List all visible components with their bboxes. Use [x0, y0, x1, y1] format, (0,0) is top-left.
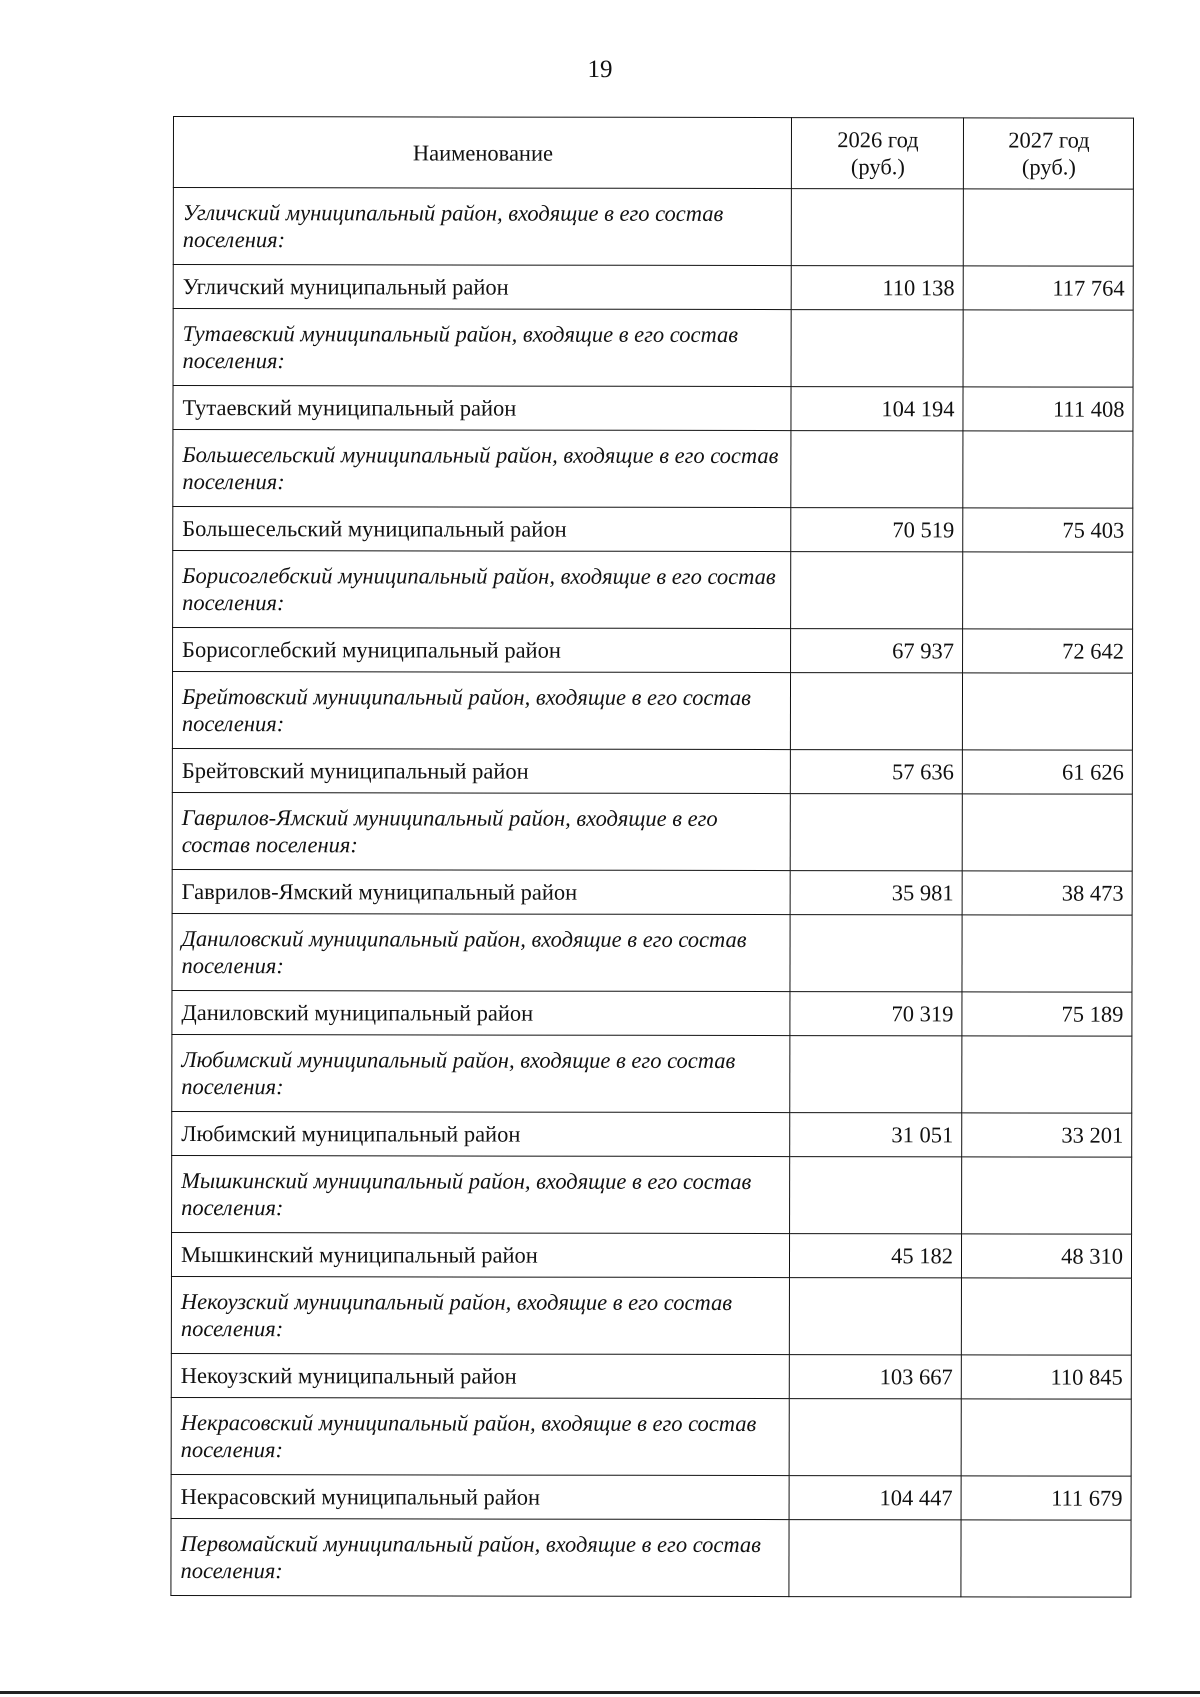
value-2026-cell: 70 519: [791, 508, 963, 552]
value-2027-cell: 110 845: [961, 1355, 1131, 1399]
value-2026-cell: 67 937: [791, 629, 963, 673]
value-2026-cell: 57 636: [790, 750, 962, 794]
group-row: [171, 1518, 1131, 1597]
scan-bottom-edge: [0, 1691, 1200, 1694]
empty-cell: [963, 431, 1133, 508]
header-year-2027: [963, 118, 1133, 189]
value-2027-cell: 61 626: [962, 750, 1132, 794]
value-2026-cell: 110 138: [791, 266, 963, 310]
group-name-cell: Любимский муниципальный район, входящие в его состав поселения:: [172, 1034, 790, 1112]
group-name-cell: Брейтовский муниципальный район, входящие в его состав поселения:: [172, 672, 790, 750]
table-row: [172, 990, 1132, 1036]
value-2026-cell: 104 447: [789, 1476, 961, 1520]
table-header: [173, 117, 1133, 190]
empty-cell: [790, 673, 962, 750]
group-row: [173, 188, 1133, 267]
empty-cell: [962, 1157, 1132, 1234]
value-2026-cell: 104 194: [791, 387, 963, 431]
empty-cell: [789, 1399, 961, 1476]
value-2027-cell: 111 408: [963, 387, 1133, 431]
empty-cell: [961, 1278, 1131, 1355]
empty-cell: [791, 310, 963, 387]
value-2026-cell: 35 981: [790, 871, 962, 915]
value-2027-cell: 48 310: [961, 1234, 1131, 1278]
table-row: [171, 1232, 1131, 1278]
group-row: [172, 792, 1132, 871]
district-name-cell: Тутаевский муниципальный район: [173, 386, 791, 431]
empty-cell: [961, 1520, 1131, 1597]
district-name-cell: Некрасовский муниципальный район: [171, 1474, 789, 1519]
empty-cell: [962, 673, 1132, 750]
value-2027-cell: 75 189: [962, 992, 1132, 1036]
value-2026-cell: 70 319: [790, 992, 962, 1036]
header-year-2027-label: 2027 год: [1008, 127, 1090, 153]
value-2027-cell: 75 403: [963, 508, 1133, 552]
empty-cell: [791, 189, 963, 266]
header-year-2026-label: 2026 год: [837, 127, 919, 153]
value-2027-cell: 33 201: [962, 1113, 1132, 1157]
empty-cell: [963, 189, 1133, 266]
group-name-cell: Борисоглебский муниципальный район, входящие в его состав поселения:: [173, 551, 791, 629]
group-name-cell: Мышкинский муниципальный район, входящие в его состав поселения:: [172, 1155, 790, 1233]
group-name-cell: Даниловский муниципальный район, входящие в его состав поселения:: [172, 913, 790, 991]
empty-cell: [962, 794, 1132, 871]
value-2027-cell: 111 679: [961, 1476, 1131, 1520]
value-2027-cell: 38 473: [962, 871, 1132, 915]
group-row: [173, 309, 1133, 388]
budget-table: [170, 116, 1134, 1598]
table-row: [172, 748, 1132, 794]
table-row: [172, 1111, 1132, 1157]
empty-cell: [791, 552, 963, 629]
value-2026-cell: 103 667: [789, 1355, 961, 1399]
table-body: [171, 188, 1133, 1598]
group-name-cell: Угличский муниципальный район, входящие в его состав поселения:: [173, 188, 791, 266]
table-row: [173, 507, 1133, 553]
group-row: [172, 1155, 1132, 1234]
group-row: [173, 430, 1133, 509]
empty-cell: [963, 552, 1133, 629]
district-name-cell: Борисоглебский муниципальный район: [173, 628, 791, 673]
empty-cell: [789, 1520, 961, 1597]
group-name-cell: Большесельский муниципальный район, входящие в его состав поселения:: [173, 430, 791, 508]
group-row: [171, 1276, 1131, 1355]
value-2026-cell: 45 182: [789, 1234, 961, 1278]
district-name-cell: Брейтовский муниципальный район: [172, 748, 790, 793]
value-2027-cell: 117 764: [963, 266, 1133, 310]
group-name-cell: Тутаевский муниципальный район, входящие в его состав поселения:: [173, 309, 791, 387]
header-row: [173, 117, 1133, 190]
page-number: 19: [587, 56, 613, 83]
empty-cell: [963, 310, 1133, 387]
table-row: [172, 869, 1132, 915]
empty-cell: [961, 1399, 1131, 1476]
district-name-cell: Любимский муниципальный район: [172, 1111, 790, 1156]
empty-cell: [790, 915, 962, 992]
district-name-cell: Даниловский муниципальный район: [172, 990, 790, 1035]
empty-cell: [962, 1036, 1132, 1113]
empty-cell: [789, 1278, 961, 1355]
header-name: Наименование: [173, 117, 791, 189]
empty-cell: [962, 915, 1132, 992]
header-year-2026: [791, 118, 963, 189]
group-row: [171, 1397, 1131, 1476]
group-row: [172, 913, 1132, 992]
header-year-2026-unit: (руб.): [850, 154, 905, 180]
value-2026-cell: 31 051: [790, 1113, 962, 1157]
group-name-cell: Гаврилов-Ямский муниципальный район, входящие в его состав поселения:: [172, 792, 790, 870]
table-row: [171, 1474, 1131, 1520]
group-row: [172, 672, 1132, 751]
group-name-cell: Некоузский муниципальный район, входящие в его состав поселения:: [171, 1276, 789, 1354]
district-name-cell: Мышкинский муниципальный район: [171, 1232, 789, 1277]
empty-cell: [790, 794, 962, 871]
table-row: [173, 386, 1133, 432]
empty-cell: [790, 1157, 962, 1234]
group-name-cell: Первомайский муниципальный район, входящие в его состав поселения:: [171, 1518, 789, 1596]
table-row: [173, 628, 1133, 674]
group-name-cell: Некрасовский муниципальный район, входящие в его состав поселения:: [171, 1397, 789, 1475]
empty-cell: [790, 1036, 962, 1113]
district-name-cell: Большесельский муниципальный район: [173, 507, 791, 552]
district-name-cell: Угличский муниципальный район: [173, 265, 791, 310]
value-2027-cell: 72 642: [963, 629, 1133, 673]
table-row: [171, 1353, 1131, 1399]
empty-cell: [791, 431, 963, 508]
group-row: [172, 1034, 1132, 1113]
district-name-cell: Гаврилов-Ямский муниципальный район: [172, 869, 790, 914]
group-row: [173, 551, 1133, 630]
header-year-2027-unit: (руб.): [1021, 154, 1076, 180]
district-name-cell: Некоузский муниципальный район: [171, 1353, 789, 1398]
table-row: [173, 265, 1133, 311]
